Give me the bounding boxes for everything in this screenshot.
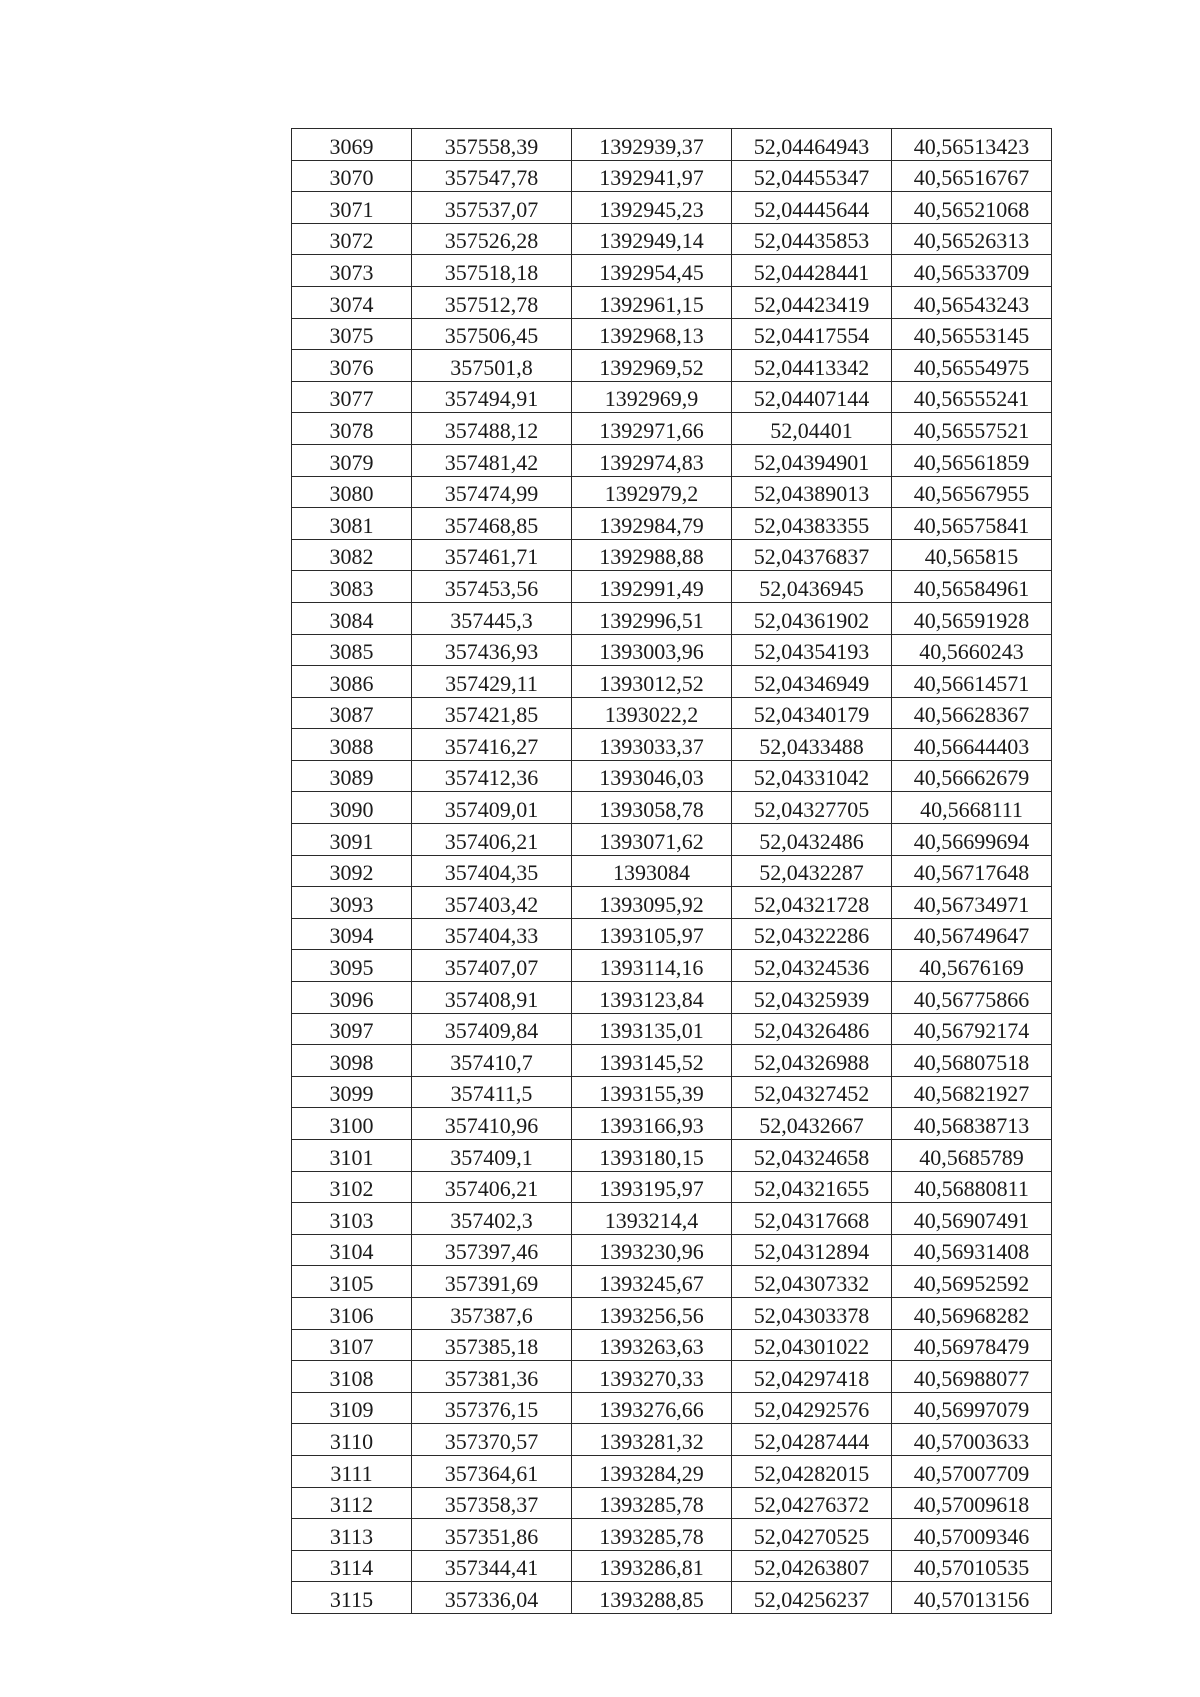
longitude-cell: 40,56807518 bbox=[892, 1045, 1052, 1077]
latitude-cell: 52,04423419 bbox=[732, 286, 892, 318]
point-number-cell: 3099 bbox=[292, 1076, 412, 1108]
y-coordinate-cell: 1393214,4 bbox=[572, 1203, 732, 1235]
longitude-cell: 40,56907491 bbox=[892, 1203, 1052, 1235]
latitude-cell: 52,04326486 bbox=[732, 1013, 892, 1045]
y-coordinate-cell: 1393281,32 bbox=[572, 1424, 732, 1456]
longitude-cell: 40,57007709 bbox=[892, 1455, 1052, 1487]
table-row bbox=[292, 918, 1052, 950]
latitude-cell: 52,04327452 bbox=[732, 1076, 892, 1108]
longitude-cell: 40,56734971 bbox=[892, 887, 1052, 919]
latitude-cell: 52,04340179 bbox=[732, 697, 892, 729]
y-coordinate-cell: 1392969,9 bbox=[572, 381, 732, 413]
y-coordinate-cell: 1393245,67 bbox=[572, 1266, 732, 1298]
latitude-cell: 52,04376837 bbox=[732, 539, 892, 571]
x-coordinate-cell: 357547,78 bbox=[412, 160, 572, 192]
table-row bbox=[292, 350, 1052, 382]
point-number-cell: 3078 bbox=[292, 413, 412, 445]
x-coordinate-cell: 357518,18 bbox=[412, 255, 572, 287]
table-row bbox=[292, 1424, 1052, 1456]
x-coordinate-cell: 357537,07 bbox=[412, 192, 572, 224]
y-coordinate-cell: 1393270,33 bbox=[572, 1361, 732, 1393]
latitude-cell: 52,04292576 bbox=[732, 1392, 892, 1424]
x-coordinate-cell: 357410,96 bbox=[412, 1108, 572, 1140]
y-coordinate-cell: 1392974,83 bbox=[572, 444, 732, 476]
point-number-cell: 3082 bbox=[292, 539, 412, 571]
point-number-cell: 3114 bbox=[292, 1550, 412, 1582]
point-number-cell: 3080 bbox=[292, 476, 412, 508]
x-coordinate-cell: 357406,21 bbox=[412, 1171, 572, 1203]
table-row bbox=[292, 381, 1052, 413]
point-number-cell: 3069 bbox=[292, 129, 412, 161]
longitude-cell: 40,56775866 bbox=[892, 982, 1052, 1014]
x-coordinate-cell: 357474,99 bbox=[412, 476, 572, 508]
latitude-cell: 52,0433488 bbox=[732, 729, 892, 761]
table-row bbox=[292, 129, 1052, 161]
table-row bbox=[292, 666, 1052, 698]
point-number-cell: 3095 bbox=[292, 950, 412, 982]
x-coordinate-cell: 357501,8 bbox=[412, 350, 572, 382]
table-row bbox=[292, 1013, 1052, 1045]
table-row bbox=[292, 223, 1052, 255]
x-coordinate-cell: 357481,42 bbox=[412, 444, 572, 476]
table-row bbox=[292, 192, 1052, 224]
x-coordinate-cell: 357385,18 bbox=[412, 1329, 572, 1361]
y-coordinate-cell: 1393284,29 bbox=[572, 1455, 732, 1487]
longitude-cell: 40,56533709 bbox=[892, 255, 1052, 287]
latitude-cell: 52,0436945 bbox=[732, 571, 892, 603]
point-number-cell: 3104 bbox=[292, 1234, 412, 1266]
table-row bbox=[292, 824, 1052, 856]
point-number-cell: 3088 bbox=[292, 729, 412, 761]
table-row bbox=[292, 982, 1052, 1014]
y-coordinate-cell: 1393286,81 bbox=[572, 1550, 732, 1582]
latitude-cell: 52,0432287 bbox=[732, 855, 892, 887]
y-coordinate-cell: 1393230,96 bbox=[572, 1234, 732, 1266]
x-coordinate-cell: 357391,69 bbox=[412, 1266, 572, 1298]
y-coordinate-cell: 1393084 bbox=[572, 855, 732, 887]
point-number-cell: 3096 bbox=[292, 982, 412, 1014]
table-row bbox=[292, 318, 1052, 350]
x-coordinate-cell: 357406,21 bbox=[412, 824, 572, 856]
table-row bbox=[292, 255, 1052, 287]
y-coordinate-cell: 1392968,13 bbox=[572, 318, 732, 350]
table-row bbox=[292, 792, 1052, 824]
longitude-cell: 40,56561859 bbox=[892, 444, 1052, 476]
point-number-cell: 3084 bbox=[292, 602, 412, 634]
table-row bbox=[292, 1361, 1052, 1393]
latitude-cell: 52,04389013 bbox=[732, 476, 892, 508]
y-coordinate-cell: 1392945,23 bbox=[572, 192, 732, 224]
longitude-cell: 40,57009618 bbox=[892, 1487, 1052, 1519]
table-row bbox=[292, 286, 1052, 318]
longitude-cell: 40,56526313 bbox=[892, 223, 1052, 255]
latitude-cell: 52,04287444 bbox=[732, 1424, 892, 1456]
point-number-cell: 3076 bbox=[292, 350, 412, 382]
latitude-cell: 52,04361902 bbox=[732, 602, 892, 634]
y-coordinate-cell: 1393155,39 bbox=[572, 1076, 732, 1108]
x-coordinate-cell: 357351,86 bbox=[412, 1519, 572, 1551]
y-coordinate-cell: 1393003,96 bbox=[572, 634, 732, 666]
longitude-cell: 40,5668111 bbox=[892, 792, 1052, 824]
x-coordinate-cell: 357407,07 bbox=[412, 950, 572, 982]
table-row bbox=[292, 508, 1052, 540]
y-coordinate-cell: 1393071,62 bbox=[572, 824, 732, 856]
table-row bbox=[292, 539, 1052, 571]
coordinates-table bbox=[291, 128, 1052, 1614]
table-row bbox=[292, 1329, 1052, 1361]
longitude-cell: 40,56516767 bbox=[892, 160, 1052, 192]
table-row bbox=[292, 1519, 1052, 1551]
longitude-cell: 40,56838713 bbox=[892, 1108, 1052, 1140]
longitude-cell: 40,56931408 bbox=[892, 1234, 1052, 1266]
y-coordinate-cell: 1392984,79 bbox=[572, 508, 732, 540]
latitude-cell: 52,0432667 bbox=[732, 1108, 892, 1140]
longitude-cell: 40,56584961 bbox=[892, 571, 1052, 603]
point-number-cell: 3077 bbox=[292, 381, 412, 413]
point-number-cell: 3071 bbox=[292, 192, 412, 224]
table-row bbox=[292, 1234, 1052, 1266]
x-coordinate-cell: 357409,01 bbox=[412, 792, 572, 824]
latitude-cell: 52,04417554 bbox=[732, 318, 892, 350]
point-number-cell: 3113 bbox=[292, 1519, 412, 1551]
x-coordinate-cell: 357344,41 bbox=[412, 1550, 572, 1582]
table-row bbox=[292, 1550, 1052, 1582]
x-coordinate-cell: 357376,15 bbox=[412, 1392, 572, 1424]
table-row bbox=[292, 697, 1052, 729]
latitude-cell: 52,04322286 bbox=[732, 918, 892, 950]
latitude-cell: 52,04321728 bbox=[732, 887, 892, 919]
latitude-cell: 52,04346949 bbox=[732, 666, 892, 698]
longitude-cell: 40,56821927 bbox=[892, 1076, 1052, 1108]
point-number-cell: 3103 bbox=[292, 1203, 412, 1235]
longitude-cell: 40,56997079 bbox=[892, 1392, 1052, 1424]
latitude-cell: 52,04445644 bbox=[732, 192, 892, 224]
table-row bbox=[292, 1455, 1052, 1487]
longitude-cell: 40,5660243 bbox=[892, 634, 1052, 666]
point-number-cell: 3085 bbox=[292, 634, 412, 666]
longitude-cell: 40,56749647 bbox=[892, 918, 1052, 950]
point-number-cell: 3079 bbox=[292, 444, 412, 476]
point-number-cell: 3086 bbox=[292, 666, 412, 698]
table-row bbox=[292, 476, 1052, 508]
y-coordinate-cell: 1393180,15 bbox=[572, 1140, 732, 1172]
point-number-cell: 3107 bbox=[292, 1329, 412, 1361]
longitude-cell: 40,56968282 bbox=[892, 1297, 1052, 1329]
latitude-cell: 52,04263807 bbox=[732, 1550, 892, 1582]
point-number-cell: 3089 bbox=[292, 760, 412, 792]
y-coordinate-cell: 1392971,66 bbox=[572, 413, 732, 445]
y-coordinate-cell: 1393135,01 bbox=[572, 1013, 732, 1045]
y-coordinate-cell: 1392969,52 bbox=[572, 350, 732, 382]
y-coordinate-cell: 1392954,45 bbox=[572, 255, 732, 287]
x-coordinate-cell: 357411,5 bbox=[412, 1076, 572, 1108]
latitude-cell: 52,04307332 bbox=[732, 1266, 892, 1298]
latitude-cell: 52,04464943 bbox=[732, 129, 892, 161]
longitude-cell: 40,5676169 bbox=[892, 950, 1052, 982]
point-number-cell: 3090 bbox=[292, 792, 412, 824]
x-coordinate-cell: 357403,42 bbox=[412, 887, 572, 919]
latitude-cell: 52,04326988 bbox=[732, 1045, 892, 1077]
x-coordinate-cell: 357436,93 bbox=[412, 634, 572, 666]
x-coordinate-cell: 357370,57 bbox=[412, 1424, 572, 1456]
latitude-cell: 52,04455347 bbox=[732, 160, 892, 192]
longitude-cell: 40,57003633 bbox=[892, 1424, 1052, 1456]
latitude-cell: 52,04324658 bbox=[732, 1140, 892, 1172]
point-number-cell: 3093 bbox=[292, 887, 412, 919]
table-row bbox=[292, 413, 1052, 445]
table-row bbox=[292, 1203, 1052, 1235]
point-number-cell: 3109 bbox=[292, 1392, 412, 1424]
latitude-cell: 52,04276372 bbox=[732, 1487, 892, 1519]
longitude-cell: 40,56557521 bbox=[892, 413, 1052, 445]
y-coordinate-cell: 1392941,97 bbox=[572, 160, 732, 192]
y-coordinate-cell: 1393105,97 bbox=[572, 918, 732, 950]
latitude-cell: 52,04327705 bbox=[732, 792, 892, 824]
table-row bbox=[292, 1266, 1052, 1298]
x-coordinate-cell: 357387,6 bbox=[412, 1297, 572, 1329]
table-row bbox=[292, 1392, 1052, 1424]
x-coordinate-cell: 357445,3 bbox=[412, 602, 572, 634]
point-number-cell: 3073 bbox=[292, 255, 412, 287]
x-coordinate-cell: 357412,36 bbox=[412, 760, 572, 792]
x-coordinate-cell: 357358,37 bbox=[412, 1487, 572, 1519]
x-coordinate-cell: 357506,45 bbox=[412, 318, 572, 350]
point-number-cell: 3102 bbox=[292, 1171, 412, 1203]
latitude-cell: 52,04282015 bbox=[732, 1455, 892, 1487]
y-coordinate-cell: 1393256,56 bbox=[572, 1297, 732, 1329]
y-coordinate-cell: 1393288,85 bbox=[572, 1582, 732, 1614]
longitude-cell: 40,56543243 bbox=[892, 286, 1052, 318]
latitude-cell: 52,04407144 bbox=[732, 381, 892, 413]
latitude-cell: 52,0432486 bbox=[732, 824, 892, 856]
y-coordinate-cell: 1393095,92 bbox=[572, 887, 732, 919]
x-coordinate-cell: 357526,28 bbox=[412, 223, 572, 255]
y-coordinate-cell: 1392949,14 bbox=[572, 223, 732, 255]
longitude-cell: 40,57009346 bbox=[892, 1519, 1052, 1551]
x-coordinate-cell: 357404,35 bbox=[412, 855, 572, 887]
table-row bbox=[292, 729, 1052, 761]
y-coordinate-cell: 1393114,16 bbox=[572, 950, 732, 982]
longitude-cell: 40,56554975 bbox=[892, 350, 1052, 382]
latitude-cell: 52,04428441 bbox=[732, 255, 892, 287]
y-coordinate-cell: 1393263,63 bbox=[572, 1329, 732, 1361]
point-number-cell: 3100 bbox=[292, 1108, 412, 1140]
x-coordinate-cell: 357381,36 bbox=[412, 1361, 572, 1393]
x-coordinate-cell: 357409,84 bbox=[412, 1013, 572, 1045]
latitude-cell: 52,04413342 bbox=[732, 350, 892, 382]
latitude-cell: 52,04256237 bbox=[732, 1582, 892, 1614]
y-coordinate-cell: 1392979,2 bbox=[572, 476, 732, 508]
point-number-cell: 3083 bbox=[292, 571, 412, 603]
latitude-cell: 52,04312894 bbox=[732, 1234, 892, 1266]
point-number-cell: 3112 bbox=[292, 1487, 412, 1519]
longitude-cell: 40,56513423 bbox=[892, 129, 1052, 161]
longitude-cell: 40,56988077 bbox=[892, 1361, 1052, 1393]
table-row bbox=[292, 760, 1052, 792]
latitude-cell: 52,04325939 bbox=[732, 982, 892, 1014]
latitude-cell: 52,04401 bbox=[732, 413, 892, 445]
table-row bbox=[292, 1076, 1052, 1108]
y-coordinate-cell: 1393022,2 bbox=[572, 697, 732, 729]
y-coordinate-cell: 1393195,97 bbox=[572, 1171, 732, 1203]
coordinates-table-body bbox=[292, 129, 1052, 1614]
x-coordinate-cell: 357512,78 bbox=[412, 286, 572, 318]
longitude-cell: 40,57013156 bbox=[892, 1582, 1052, 1614]
table-row bbox=[292, 160, 1052, 192]
table-row bbox=[292, 1140, 1052, 1172]
longitude-cell: 40,56614571 bbox=[892, 666, 1052, 698]
x-coordinate-cell: 357410,7 bbox=[412, 1045, 572, 1077]
x-coordinate-cell: 357409,1 bbox=[412, 1140, 572, 1172]
point-number-cell: 3091 bbox=[292, 824, 412, 856]
x-coordinate-cell: 357408,91 bbox=[412, 982, 572, 1014]
y-coordinate-cell: 1393285,78 bbox=[572, 1487, 732, 1519]
x-coordinate-cell: 357429,11 bbox=[412, 666, 572, 698]
x-coordinate-cell: 357488,12 bbox=[412, 413, 572, 445]
point-number-cell: 3081 bbox=[292, 508, 412, 540]
x-coordinate-cell: 357461,71 bbox=[412, 539, 572, 571]
table-row bbox=[292, 1045, 1052, 1077]
point-number-cell: 3087 bbox=[292, 697, 412, 729]
point-number-cell: 3072 bbox=[292, 223, 412, 255]
y-coordinate-cell: 1393145,52 bbox=[572, 1045, 732, 1077]
latitude-cell: 52,04354193 bbox=[732, 634, 892, 666]
x-coordinate-cell: 357468,85 bbox=[412, 508, 572, 540]
latitude-cell: 52,04303378 bbox=[732, 1297, 892, 1329]
y-coordinate-cell: 1393033,37 bbox=[572, 729, 732, 761]
point-number-cell: 3111 bbox=[292, 1455, 412, 1487]
x-coordinate-cell: 357494,91 bbox=[412, 381, 572, 413]
y-coordinate-cell: 1393058,78 bbox=[572, 792, 732, 824]
point-number-cell: 3106 bbox=[292, 1297, 412, 1329]
latitude-cell: 52,04270525 bbox=[732, 1519, 892, 1551]
point-number-cell: 3075 bbox=[292, 318, 412, 350]
table-row bbox=[292, 634, 1052, 666]
x-coordinate-cell: 357453,56 bbox=[412, 571, 572, 603]
point-number-cell: 3098 bbox=[292, 1045, 412, 1077]
latitude-cell: 52,04317668 bbox=[732, 1203, 892, 1235]
x-coordinate-cell: 357416,27 bbox=[412, 729, 572, 761]
point-number-cell: 3094 bbox=[292, 918, 412, 950]
y-coordinate-cell: 1393285,78 bbox=[572, 1519, 732, 1551]
point-number-cell: 3101 bbox=[292, 1140, 412, 1172]
latitude-cell: 52,04297418 bbox=[732, 1361, 892, 1393]
latitude-cell: 52,04383355 bbox=[732, 508, 892, 540]
longitude-cell: 40,56792174 bbox=[892, 1013, 1052, 1045]
longitude-cell: 40,5685789 bbox=[892, 1140, 1052, 1172]
latitude-cell: 52,04435853 bbox=[732, 223, 892, 255]
longitude-cell: 40,56978479 bbox=[892, 1329, 1052, 1361]
y-coordinate-cell: 1393123,84 bbox=[572, 982, 732, 1014]
latitude-cell: 52,04321655 bbox=[732, 1171, 892, 1203]
table-row bbox=[292, 444, 1052, 476]
table-row bbox=[292, 1582, 1052, 1614]
y-coordinate-cell: 1392996,51 bbox=[572, 602, 732, 634]
longitude-cell: 40,56662679 bbox=[892, 760, 1052, 792]
x-coordinate-cell: 357421,85 bbox=[412, 697, 572, 729]
point-number-cell: 3108 bbox=[292, 1361, 412, 1393]
longitude-cell: 40,56575841 bbox=[892, 508, 1052, 540]
point-number-cell: 3097 bbox=[292, 1013, 412, 1045]
point-number-cell: 3115 bbox=[292, 1582, 412, 1614]
longitude-cell: 40,56553145 bbox=[892, 318, 1052, 350]
table-row bbox=[292, 1108, 1052, 1140]
longitude-cell: 40,56699694 bbox=[892, 824, 1052, 856]
latitude-cell: 52,04394901 bbox=[732, 444, 892, 476]
latitude-cell: 52,04331042 bbox=[732, 760, 892, 792]
x-coordinate-cell: 357364,61 bbox=[412, 1455, 572, 1487]
x-coordinate-cell: 357402,3 bbox=[412, 1203, 572, 1235]
point-number-cell: 3110 bbox=[292, 1424, 412, 1456]
longitude-cell: 40,56555241 bbox=[892, 381, 1052, 413]
y-coordinate-cell: 1393166,93 bbox=[572, 1108, 732, 1140]
point-number-cell: 3092 bbox=[292, 855, 412, 887]
latitude-cell: 52,04324536 bbox=[732, 950, 892, 982]
y-coordinate-cell: 1393046,03 bbox=[572, 760, 732, 792]
y-coordinate-cell: 1393276,66 bbox=[572, 1392, 732, 1424]
longitude-cell: 40,56567955 bbox=[892, 476, 1052, 508]
longitude-cell: 40,56717648 bbox=[892, 855, 1052, 887]
longitude-cell: 40,56591928 bbox=[892, 602, 1052, 634]
x-coordinate-cell: 357558,39 bbox=[412, 129, 572, 161]
table-row bbox=[292, 571, 1052, 603]
longitude-cell: 40,565815 bbox=[892, 539, 1052, 571]
table-row bbox=[292, 1171, 1052, 1203]
table-row bbox=[292, 950, 1052, 982]
longitude-cell: 40,56880811 bbox=[892, 1171, 1052, 1203]
y-coordinate-cell: 1392988,88 bbox=[572, 539, 732, 571]
table-row bbox=[292, 1297, 1052, 1329]
table-row bbox=[292, 1487, 1052, 1519]
point-number-cell: 3074 bbox=[292, 286, 412, 318]
table-row bbox=[292, 887, 1052, 919]
y-coordinate-cell: 1392991,49 bbox=[572, 571, 732, 603]
y-coordinate-cell: 1392961,15 bbox=[572, 286, 732, 318]
longitude-cell: 40,57010535 bbox=[892, 1550, 1052, 1582]
y-coordinate-cell: 1393012,52 bbox=[572, 666, 732, 698]
y-coordinate-cell: 1392939,37 bbox=[572, 129, 732, 161]
point-number-cell: 3070 bbox=[292, 160, 412, 192]
x-coordinate-cell: 357336,04 bbox=[412, 1582, 572, 1614]
longitude-cell: 40,56521068 bbox=[892, 192, 1052, 224]
longitude-cell: 40,56644403 bbox=[892, 729, 1052, 761]
point-number-cell: 3105 bbox=[292, 1266, 412, 1298]
x-coordinate-cell: 357397,46 bbox=[412, 1234, 572, 1266]
longitude-cell: 40,56628367 bbox=[892, 697, 1052, 729]
x-coordinate-cell: 357404,33 bbox=[412, 918, 572, 950]
table-row bbox=[292, 602, 1052, 634]
table-row bbox=[292, 855, 1052, 887]
latitude-cell: 52,04301022 bbox=[732, 1329, 892, 1361]
longitude-cell: 40,56952592 bbox=[892, 1266, 1052, 1298]
